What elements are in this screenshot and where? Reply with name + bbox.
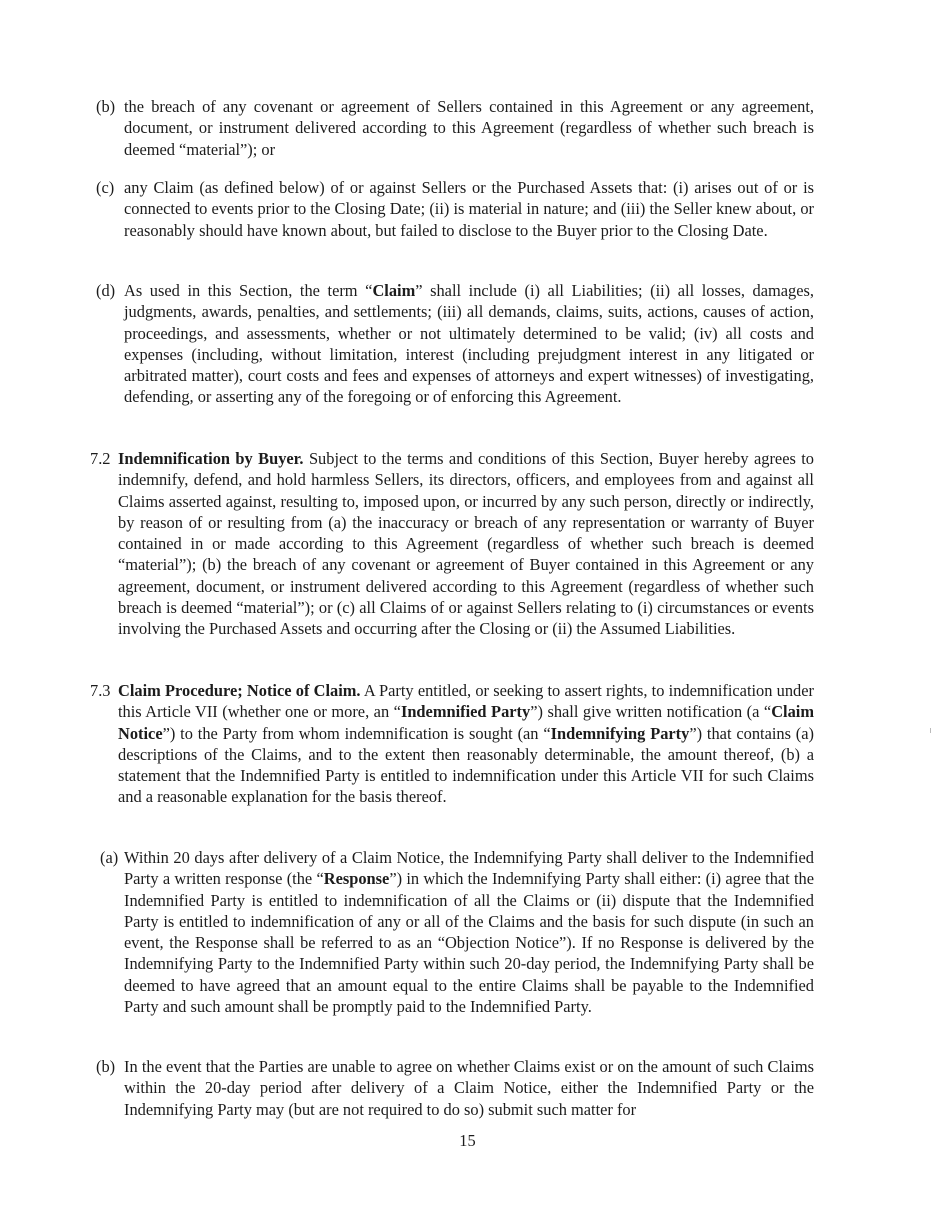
defined-term-claim: Claim (372, 281, 416, 300)
clause-text: In the event that the Parties are unable to agree on whether Claims exist or on the amount of such Claims within the 20-day period after delivery of a Claim Notice, either the Indemnified Party or the Indemnifying Party may (but are not required to do so) submit such matter for (124, 1057, 814, 1119)
clause-text: any Claim (as defined below) of or against Sellers or the Purchased Assets that: (i) arises out of or is connected to events prior to the Closing Date; (ii) is material in nature; and (iii) the Seller knew about, or reasonably should have known about, but failed to disclose to the Buyer prior to the Closing Date. (124, 178, 814, 240)
clause-label: (d) (96, 281, 116, 300)
defined-term-indemnifying-party: Indemnifying Party (550, 723, 690, 743)
clause-text-part: ” shall include (i) all Liabilities; (ii) all losses, damages, judgments, awards, penalties, and settlements; (iii) all demands, claims, suits, actions, causes of action, proceedings, and assessments, whether or not ultimately determined to be valid; (iv) all costs and expenses (including, without limitation, interest (including prejudgment interest in any litigated or arbitrated matter), court costs and fees and expenses of attorneys and expert witnesses) of investigating, defending, or asserting any of the foregoing or of enforcing this Agreement. (124, 281, 814, 407)
clause-text (124, 280, 814, 408)
section-text (118, 448, 814, 640)
clause-text: the breach of any covenant or agreement of Sellers contained in this Agreement or any agreement, document, or instrument delivered according to this Agreement (regardless of whether such breach is deemed “material”); or (124, 97, 814, 159)
defined-term-response: Response (323, 869, 390, 889)
defined-term-indemnified-party: Indemnified Party (400, 702, 531, 722)
clause-b-dispute-submission (96, 1056, 814, 1120)
clause-d-claim-definition (96, 280, 814, 408)
page-number: 15 (459, 1131, 476, 1150)
section-heading: Indemnification by Buyer. (118, 449, 304, 468)
section-text-part: Subject to the terms and conditions of this Section, Buyer hereby agrees to indemnify, defend, and hold harmless Sellers, its directors, officers, and employees from and against all Claims asserted against, resulting to, imposed upon, or incurred by any such person, directly or indirectly, by reason of or resulting from (a) the inaccuracy or breach of any representation or warranty of Buyer contained in or made according to this Agreement (regardless of whether such breach is deemed “material”); (b) the breach of any covenant or agreement of Buyer contained in this Agreement or any agreement, document, or instrument delivered according to this Agreement (regardless of whether such breach is deemed “material”); or (c) all Claims of or against Sellers relating to (i) circumstances or events involving the Purchased Assets and occurring after the Closing or (ii) the Assumed Liabilities. (118, 449, 814, 639)
defined-term-claim-notice: Claim Notice (118, 702, 814, 743)
scan-margin-mark (930, 728, 931, 733)
clause-text-part: Within 20 days after delivery of a Claim Notice, the Indemnifying Party shall deliver to the Indemnified Party a written response (the “ (124, 848, 814, 889)
clause-label: (b) (96, 1057, 116, 1076)
section-number: 7.2 (90, 449, 111, 468)
clause-label: (a) (100, 848, 119, 867)
clause-label: (b) (96, 97, 116, 116)
clause-a-response (96, 847, 814, 1017)
section-text-part: ”) shall give written notification (a “ (530, 702, 772, 722)
clause-text (124, 847, 814, 1017)
section-heading: Claim Procedure; Notice of Claim. (118, 681, 361, 700)
section-7-2-indemnification-by-buyer (90, 448, 814, 640)
clause-text-part: ”) in which the Indemnifying Party shall either: (i) agree that the Indemnified Party is entitled to indemnification of all the Claims or (ii) dispute that the Indemnified Party is entitled to indemnification of any or all of the Claims and the basis for such dispute (in such an event, the Response shall be referred to as an “Objection Notice”). If no Response is delivered by the Indemnifying Party to the Indemnified Party within such 20-day period, the Indemnifying Party shall be deemed to have agreed that an amount equal to the entire Claims shall be payable to the Indemnified Party and such amount shall be promptly paid to the Indemnified Party. (124, 869, 815, 1017)
clause-b-breach-of-covenant (96, 96, 814, 160)
section-text-part: ”) that contains (a) descriptions of the Claims, and to the extent then reasonably determinable, the amount thereof, (b) a statement that the Indemnified Party is entitled to indemnification under this Article VII for such Claims and a reasonable explanation for the basis thereof. (118, 723, 815, 807)
section-text (118, 680, 814, 808)
clause-c-pre-closing-claims (96, 177, 814, 241)
section-7-3-claim-procedure (90, 680, 814, 808)
section-text-part: ”) to the Party from whom indemnification is sought (an “ (162, 723, 551, 743)
section-text-part: A Party entitled, or seeking to assert rights, to indemnification under this Article VII (whether one or more, an “ (118, 681, 814, 722)
clause-text-part: As used in this Section, the term “ (124, 281, 373, 300)
section-number: 7.3 (90, 681, 111, 700)
clause-label: (c) (96, 178, 115, 197)
